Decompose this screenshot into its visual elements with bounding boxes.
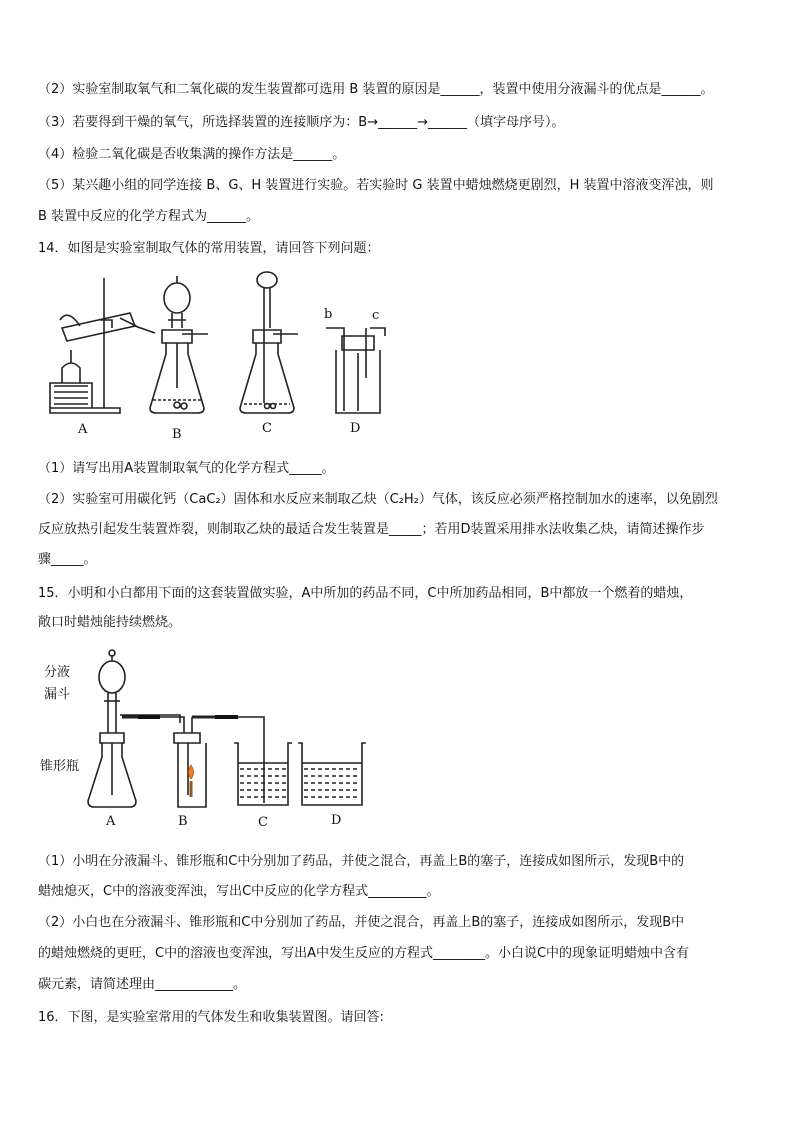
fig1-label-A: A	[78, 422, 88, 437]
fig1-label-b: b	[324, 307, 333, 322]
question-15-title-b: 敞口时蜡烛能持续燃烧。	[38, 615, 182, 630]
fig2-label-funnel-1: 分液	[44, 665, 71, 680]
text-line-q13-2: （2）实验室制取氧气和二氧化碳的发生装置都可选用 B 装置的原因是______，装置中使用分液漏斗的优点是______。	[38, 82, 714, 97]
question-16-title: 16．下图，是实验室常用的气体发生和收集装置图。请回答:	[38, 1010, 384, 1025]
text-line-q13-5b: B 装置中反应的化学方程式为______。	[38, 209, 260, 224]
fig2-label-C: C	[258, 815, 268, 830]
fig1-label-C: C	[262, 421, 272, 436]
text-line-q13-3: （3）若要得到干燥的氧气，所选择装置的连接顺序为：B→______→______（填字母序号）。	[38, 115, 565, 130]
text-line-q13-4: （4）检验二氧化碳是否收集满的操作方法是______。	[38, 147, 346, 162]
fig1-label-B: B	[172, 427, 182, 442]
fig2-label-flask: 锥形瓶	[40, 759, 80, 774]
figure-14-apparatus	[40, 268, 420, 448]
text-line-q15-2a: （2）小白也在分液漏斗、锥形瓶和C中分别加了药品，并使之混合，再盖上B的塞子，连接成如图所示，发现B中	[38, 915, 685, 930]
question-14-title: 14．如图是实验室制取气体的常用装置，请回答下列问题：	[38, 241, 380, 256]
fig2-label-A: A	[106, 814, 116, 829]
text-line-q14-2a: （2）实验室可用碳化钙（CaC₂）固体和水反应来制取乙炔（C₂H₂）气体，该反应必须严格控制加水的速率，以免剧烈	[38, 492, 718, 507]
text-line-q14-1: （1）请写出用A装置制取氧气的化学方程式_____。	[38, 461, 335, 476]
fig2-label-B: B	[178, 814, 188, 829]
question-15-title-a: 15．小明和小白都用下面的这套装置做实验，A中所加的药品不同，C中所加药品相同，B中都放一个燃着的蜡烛，	[38, 586, 693, 601]
fig2-label-funnel-2: 漏斗	[44, 687, 71, 702]
text-line-q14-2b: 反应放热引起发生装置炸裂，则制取乙炔的最适合发生装置是_____；若用D装置采用排水法收集乙炔，请简述操作步	[38, 522, 705, 537]
text-line-q15-2b: 的蜡烛燃烧的更旺，C中的溶液也变浑浊，写出A中发生反应的方程式________。小白说C中的现象证明蜡烛中含有	[38, 946, 690, 961]
text-line-q13-5a: （5）某兴趣小组的同学连接 B、G、H 装置进行实验。若实验时 G 装置中蜡烛燃烧更剧烈，H 装置中溶液变浑浊，则	[38, 178, 714, 193]
text-line-q15-1b: 蜡烛熄灭，C中的溶液变浑浊，写出C中反应的化学方程式_________。	[38, 884, 440, 899]
fig2-label-D: D	[331, 813, 342, 828]
text-line-q15-2c: 碳元素，请简述理由____________。	[38, 977, 247, 992]
fig1-label-c: c	[372, 308, 380, 323]
fig1-label-D: D	[350, 421, 361, 436]
figure-15-apparatus	[80, 645, 380, 815]
text-line-q14-2c: 骤_____。	[38, 552, 97, 567]
text-line-q15-1a: （1）小明在分液漏斗、锥形瓶和C中分别加了药品，并使之混合，再盖上B的塞子，连接成如图所示，发现B中的	[38, 854, 685, 869]
